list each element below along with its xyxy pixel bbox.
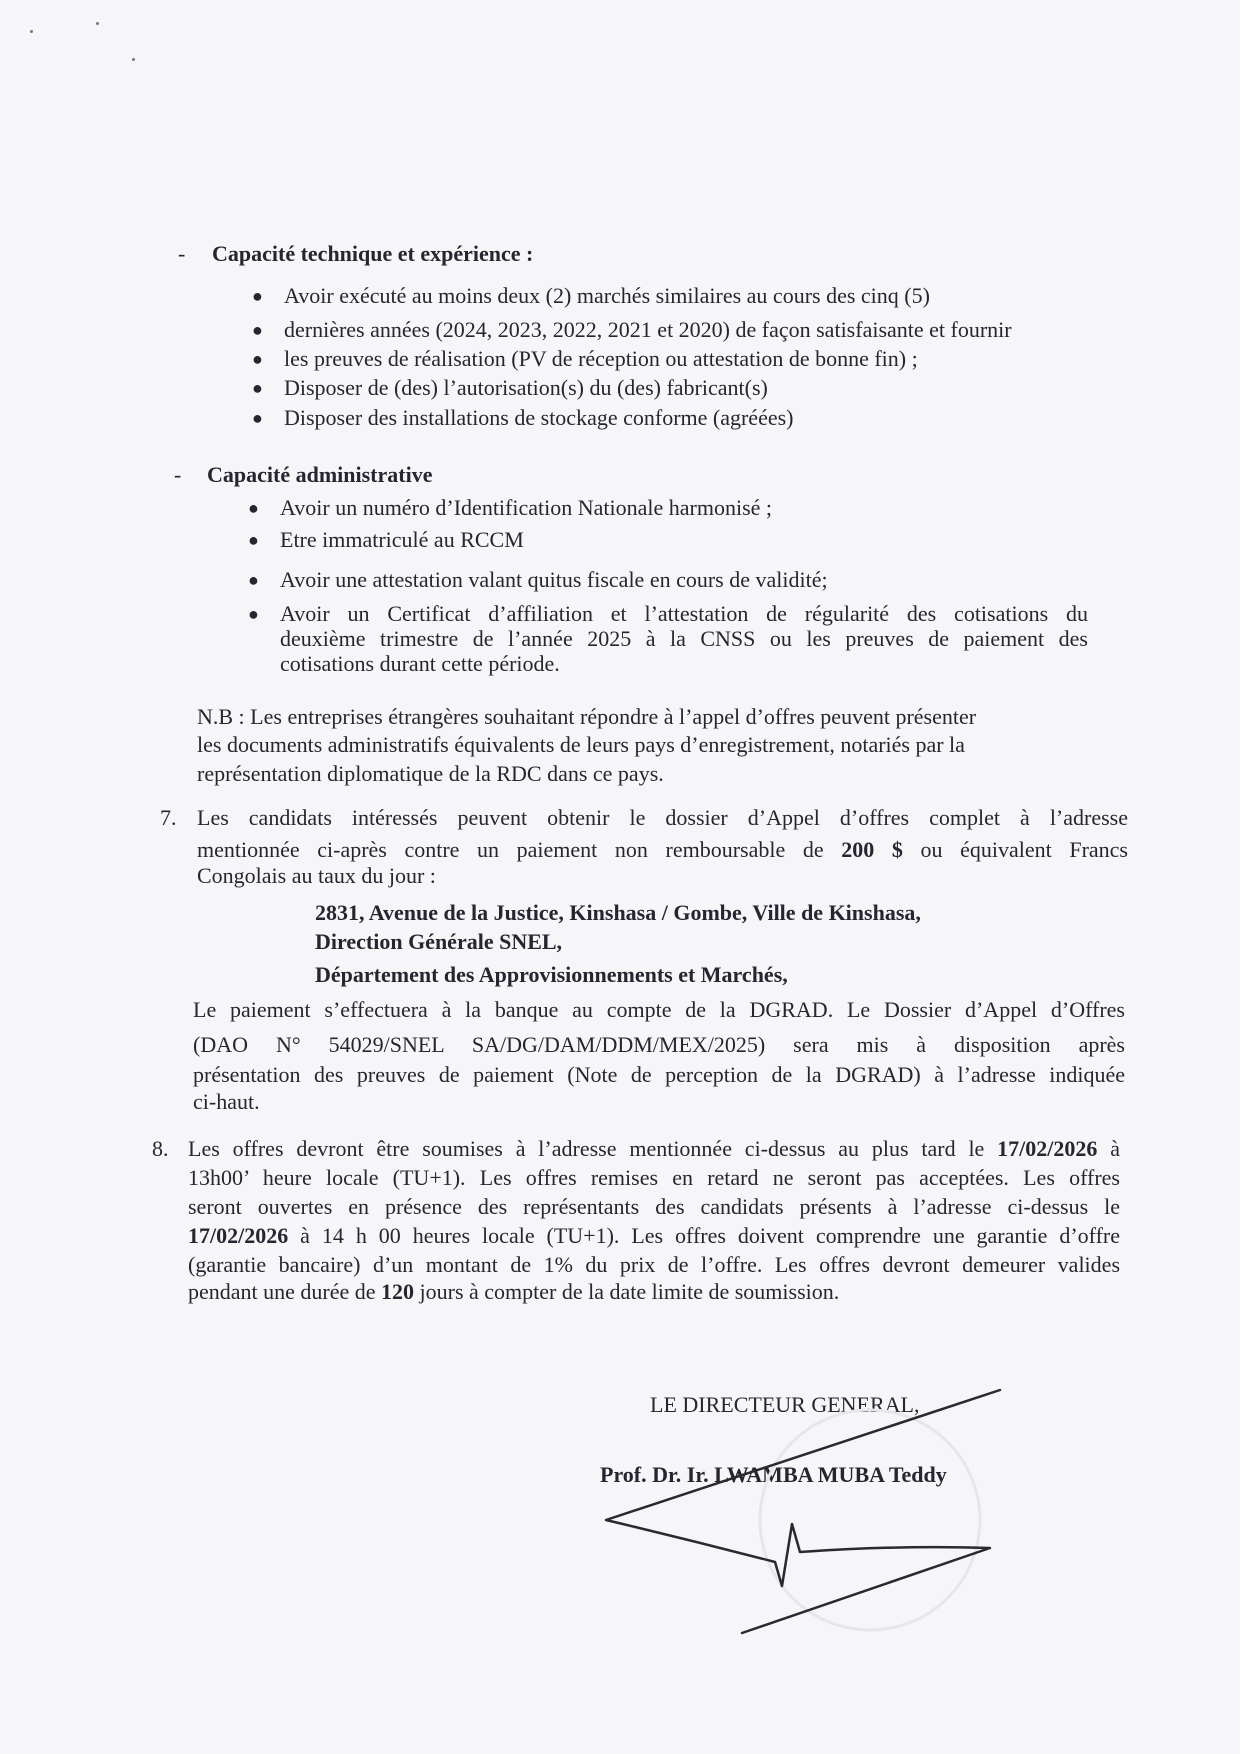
item7-line: Les candidats intéressés peuvent obtenir le dossier d’Appel d’offres complet à l’adresse <box>197 805 1128 830</box>
bullet-icon: ● <box>252 349 263 369</box>
address-line: Direction Générale SNEL, <box>315 929 563 954</box>
address-line: 2831, Avenue de la Justice, Kinshasa / Gombe, Ville de Kinshasa, <box>315 900 921 925</box>
bullet-icon: ● <box>248 570 259 590</box>
admin-heading: Capacité administrative <box>207 462 433 487</box>
signature-title: LE DIRECTEUR GENERAL, <box>650 1392 920 1417</box>
admin-item-cont: cotisations durant cette période. <box>280 651 560 676</box>
item7-text: ou équivalent Francs <box>902 837 1128 862</box>
technique-item: Avoir exécuté au moins deux (2) marchés similaires au cours des cinq (5) <box>284 283 930 308</box>
admin-item-cont: deuxième trimestre de l’année 2025 à la CNSS ou les preuves de paiement des <box>280 626 1088 651</box>
technique-heading: Capacité technique et expérience : <box>212 241 534 266</box>
admin-item: Avoir un Certificat d’affiliation et l’attestation de régularité des cotisations du <box>280 601 1088 626</box>
payment-line: (DAO N° 54029/SNEL SA/DG/DAM/DDM/MEX/2025) sera mis à disposition après <box>193 1032 1125 1057</box>
nb-line: représentation diplomatique de la RDC dans ce pays. <box>197 761 664 786</box>
deadline-date: 17/02/2026 <box>997 1136 1098 1161</box>
technique-item: Disposer de (des) l’autorisation(s) du (des) fabricant(s) <box>284 375 768 400</box>
payment-line: Le paiement s’effectuera à la banque au compte de la DGRAD. Le Dossier d’Appel d’Offres <box>193 997 1125 1022</box>
item8-text: jours à compter de la date limite de soumission. <box>414 1279 840 1304</box>
item8-text: pendant une durée de <box>188 1279 382 1304</box>
signatory-name: Prof. Dr. Ir. LWAMBA MUBA Teddy <box>600 1462 947 1487</box>
item8-text: Les offres devront être soumises à l’adresse mentionnée ci-dessus au plus tard le <box>188 1136 998 1161</box>
item8-text: à 14 h 00 heures locale (TU+1). Les offres doivent comprendre une garantie d’offre <box>288 1223 1120 1248</box>
fee-amount: 200 $ <box>841 837 903 862</box>
bullet-icon: ● <box>248 530 259 550</box>
item8-text: à <box>1097 1136 1121 1161</box>
validity-days: 120 <box>381 1279 415 1304</box>
technique-dash: - <box>178 241 186 266</box>
admin-item: Avoir un numéro d’Identification Nationale harmonisé ; <box>280 495 773 520</box>
admin-dash: - <box>174 462 182 487</box>
bullet-icon: ● <box>252 378 263 398</box>
address-line: Département des Approvisionnements et Marchés, <box>315 962 788 987</box>
item8-line: seront ouvertes en présence des représentants des candidats présents à l’adresse ci-dessus le <box>188 1194 1120 1219</box>
admin-item: Avoir une attestation valant quitus fiscale en cours de validité; <box>280 567 828 592</box>
nb-line: les documents administratifs équivalents de leurs pays d’enregistrement, notariés par la <box>197 732 965 757</box>
payment-line: présentation des preuves de paiement (Note de perception de la DGRAD) à l’adresse indiquée <box>193 1062 1125 1087</box>
opening-date: 17/02/2026 <box>188 1223 289 1248</box>
item7-number: 7. <box>160 805 177 830</box>
item8-line: (garantie bancaire) d’un montant de 1% du prix de l’offre. Les offres devront demeurer valides <box>188 1252 1120 1277</box>
bullet-icon: ● <box>252 286 263 306</box>
technique-item: les preuves de réalisation (PV de réception ou attestation de bonne fin) ; <box>284 346 918 371</box>
bullet-icon: ● <box>248 498 259 518</box>
item7-text: mentionnée ci-après contre un paiement non remboursable de <box>197 837 842 862</box>
item7-line: Congolais au taux du jour : <box>197 863 436 888</box>
payment-line: ci-haut. <box>193 1089 260 1114</box>
admin-item: Etre immatriculé au RCCM <box>280 527 524 552</box>
item8-line: 13h00’ heure locale (TU+1). Les offres remises en retard ne seront pas acceptées. Les offres <box>188 1165 1120 1190</box>
nb-line: N.B : Les entreprises étrangères souhaitant répondre à l’appel d’offres peuvent présenter <box>197 704 977 729</box>
bullet-icon: ● <box>248 604 259 624</box>
bullet-icon: ● <box>252 320 263 340</box>
embossed-seal <box>760 1410 980 1630</box>
technique-item: Disposer des installations de stockage conforme (agréées) <box>284 405 794 430</box>
item8-number: 8. <box>152 1136 169 1161</box>
technique-item: dernières années (2024, 2023, 2022, 2021 et 2020) de façon satisfaisante et fournir <box>284 317 1012 342</box>
bullet-icon: ● <box>252 408 263 428</box>
